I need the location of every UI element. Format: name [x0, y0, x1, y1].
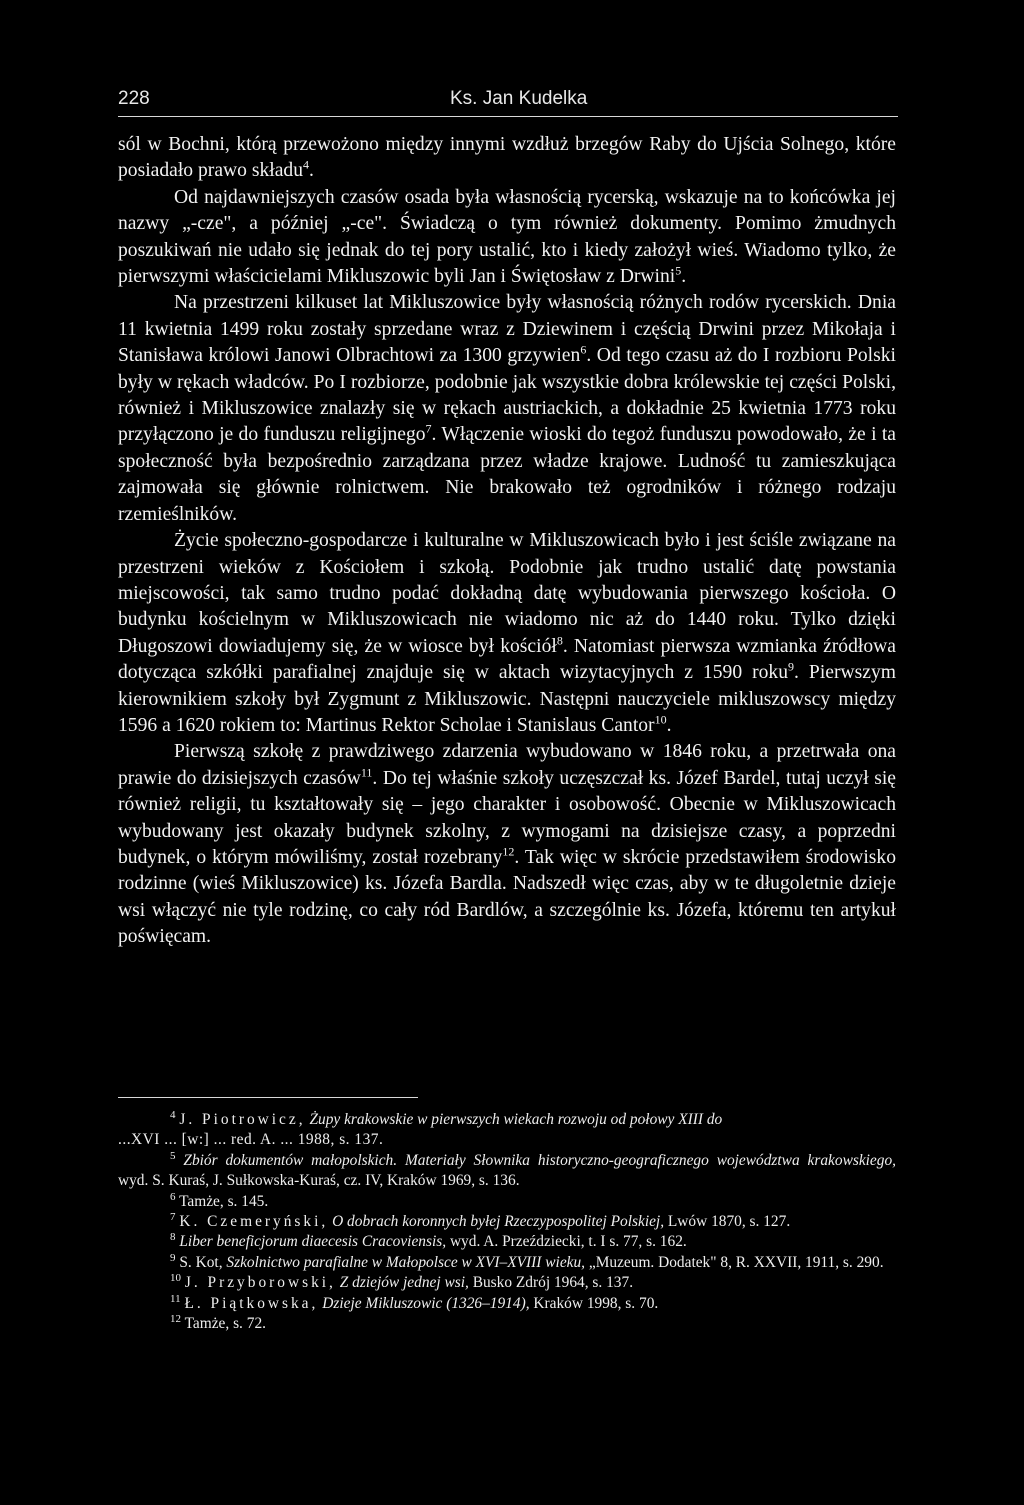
footnote-title: Szkolnictwo parafialne w Małopolsce w XVI–XVIII wieku,	[226, 1253, 586, 1271]
footnote-ref: 5	[675, 263, 682, 278]
footnote-separator	[118, 1097, 418, 1098]
text-span: Pierwszą szkołę z prawdziwego zdarzenia wybudowano w 1846 roku, a przetrwała ona prawie do dzisiejszych czasów	[118, 741, 896, 789]
footnote-4	[118, 1110, 896, 1130]
footnotes	[118, 1110, 896, 1334]
footnote-author: J. Przyborowski,	[184, 1274, 336, 1292]
footnote-7	[118, 1212, 896, 1232]
text-span: . Od tego czasu aż do I rozbioru Polski były w rękach władców. Po I rozbiorze, podobnie jak wszystkie dobra królewskie tej części Polski, również i Mikluszowice znalazły się w rękach austriackich, a dokładnie 25 kwietnia 1773 roku przyłączono je do funduszu religijnego	[118, 345, 896, 446]
footnote-4-continuation	[118, 1130, 896, 1150]
footnote-ref: 12	[502, 844, 515, 859]
running-head: Ks. Jan Kudelka	[450, 88, 588, 109]
footnote-ref: 8	[556, 633, 563, 648]
footnote-text: Lwów 1870, s. 127.	[664, 1213, 791, 1231]
footnote-ref: 6	[580, 342, 587, 357]
footnote-text: S. Kot,	[179, 1253, 227, 1271]
paragraph-5	[118, 739, 896, 950]
footnote-9	[118, 1253, 896, 1273]
text-span: Od najdawniejszych czasów osada była własnością rycerską, wskazuje na to końcówka jej nazwy „-cze", a później „-ce". Świadczą o tym również dokumenty. Pomimo żmudnych poszukiwań nie udało się jednak do tej pory ustalić, kto i kiedy założył wieś. Wiadomo tylko, że pierwszymi właścicielami Mikluszowic byli Jan i Świętosław z Drwini	[118, 186, 896, 288]
paragraph-2	[118, 185, 896, 291]
footnote-ref: 7	[425, 421, 432, 436]
text-span: .	[309, 160, 314, 182]
text-span: . Tak więc w skrócie przedstawiłem środowisko rodzinne (wieś Mikluszowice) ks. Józefa Bardla. Nadszedł więc czas, aby w te długoletnie dzieje wsi włączyć nie tyle rodzinę, co cały ród Bardlów, a szczególnie ks. Józefa, któremu ten artykuł poświęcam.	[118, 846, 896, 948]
footnote-text: Busko Zdrój 1964, s. 137.	[468, 1274, 634, 1292]
text-span: . Pierwszym kierownikiem szkoły był Zygmunt z Mikluszowic. Następni nauczyciele mikluszowscy między 1596 a 1620 rokiem to: Martinus Rektor Scholae i Stanislaus Cantor	[118, 662, 896, 736]
footnote-text: Tamże, s. 145.	[179, 1192, 269, 1210]
text-span: .	[681, 266, 687, 288]
footnote-ref: 9	[788, 659, 795, 674]
footnote-title: Zbiór dokumentów małopolskich. Materiały Słownika historyczno-geograficznego województwa krakowskiego,	[183, 1151, 896, 1169]
paragraph-4	[118, 528, 896, 739]
footnote-text: Tamże, s. 72.	[184, 1315, 266, 1333]
footnote-8	[118, 1232, 896, 1252]
body-text	[118, 132, 896, 951]
footnote-text: wyd. A. Przeździecki, t. I s. 77, s. 162.	[446, 1233, 687, 1251]
footnote-title: O dobrach koronnych byłej Rzeczypospolitej Polskiej,	[332, 1213, 665, 1231]
text-span: sól w Bochni, którą przewożono między innymi wzdłuż brzegów Raby do Ujścia Solnego, które posiadało prawo składu	[118, 134, 896, 182]
footnote-ref: 10	[654, 712, 667, 727]
footnote-title: Z dziejów jednej wsi,	[339, 1274, 469, 1292]
footnote-number: 10	[170, 1272, 181, 1285]
footnote-text: wyd. S. Kuraś, J. Sułkowska-Kuraś, cz. IV, Kraków 1969, s. 136.	[118, 1172, 520, 1190]
paragraph-1	[118, 132, 896, 185]
footnote-11	[118, 1294, 896, 1314]
footnote-number: 12	[170, 1312, 181, 1325]
text-span: . Natomiast pierwsza wzmianka źródłowa dotycząca szkółki parafialnej znajduje się w aktach wizytacyjnych z 1590 roku	[118, 635, 896, 684]
footnote-number: 7	[170, 1210, 176, 1223]
footnote-text: Kraków 1998, s. 70.	[529, 1294, 659, 1312]
footnote-author: K. Czemeryński,	[179, 1213, 329, 1231]
footnote-6	[118, 1192, 896, 1212]
footnote-number: 5	[170, 1149, 176, 1162]
footnote-number: 8	[170, 1231, 176, 1244]
footnote-title: Dzieje Mikluszowic (1326–1914),	[322, 1294, 530, 1312]
text-span: . Włączenie wioski do tegoż funduszu powodowało, że i ta społeczność była bezpośrednio zarządzana przez władze krajowe. Ludność tu zamieszkująca zajmowała się głównie rolnictwem. Nie brakowało też ogrodników i różnego rodzaju rzemieślników.	[118, 424, 896, 525]
footnote-title: Żupy krakowskie w pierwszych wiekach rozwoju od połowy XIII do	[309, 1111, 723, 1128]
text-span: . Do tej właśnie szkoły uczęszczał ks. Józef Bardel, tutaj uczył się również religii, tu kształtowały się – jego charakter i osobowość. Obecnie w Mikluszowicach wybudowany jest okazały budynek szkolny, z wymogami na dzisiejsze czasy, a poprzedni budynek, o którym mówiliśmy, został rozebrany	[118, 767, 896, 868]
footnote-5	[118, 1151, 896, 1192]
footnote-ref: 11	[360, 765, 373, 780]
text-span: .	[666, 714, 672, 736]
page-number: 228	[118, 88, 150, 109]
text-span: Na przestrzeni kilkuset lat Mikluszowice były własnością różnych rodów rycerskich. Dnia 11 kwietnia 1499 roku zostały sprzedane wraz z Dziewinem i częścią Drwini przez Mikołaja i Stanisława królowi Janowi Olbrachtowi za 1300 grzywien	[118, 292, 896, 367]
footnote-author: Ł. Piątkowska,	[184, 1294, 319, 1312]
footnote-number: 9	[170, 1251, 176, 1264]
footnote-number: 11	[170, 1292, 181, 1305]
paragraph-3	[118, 290, 896, 528]
footnote-10	[118, 1273, 896, 1293]
page-header	[118, 84, 898, 117]
footnote-text: „Muzeum. Dodatek" 8, R. XXVII, 1911, s. 290.	[585, 1253, 884, 1271]
footnote-12	[118, 1314, 896, 1334]
footnote-ref: 4	[303, 157, 310, 172]
footnote-number: 4	[170, 1108, 176, 1121]
footnote-text: ...XVI ... [w:] ... red. A. ... 1988, s. 137.	[118, 1131, 384, 1149]
footnote-number: 6	[170, 1190, 176, 1203]
footnote-title: Liber beneficjorum diaecesis Cracoviensis,	[179, 1233, 447, 1251]
footnote-author: J. Piotrowicz,	[179, 1111, 306, 1128]
text-span: Życie społeczno-gospodarcze i kulturalne w Mikluszowicach było i jest ściśle związane na przestrzeni wieków z Kościołem i szkołą. Podobnie jak trudno ustalić datę powstania miejscowości, tak samo trudno podać dokładną datę wybudowania pierwszego kościoła. O budynku kościelnym w Mikluszowicach nie wiadomo nic aż do 1440 roku. Tylko dzięki Długoszowi dowiadujemy się, że w wiosce był kościół	[118, 530, 896, 657]
